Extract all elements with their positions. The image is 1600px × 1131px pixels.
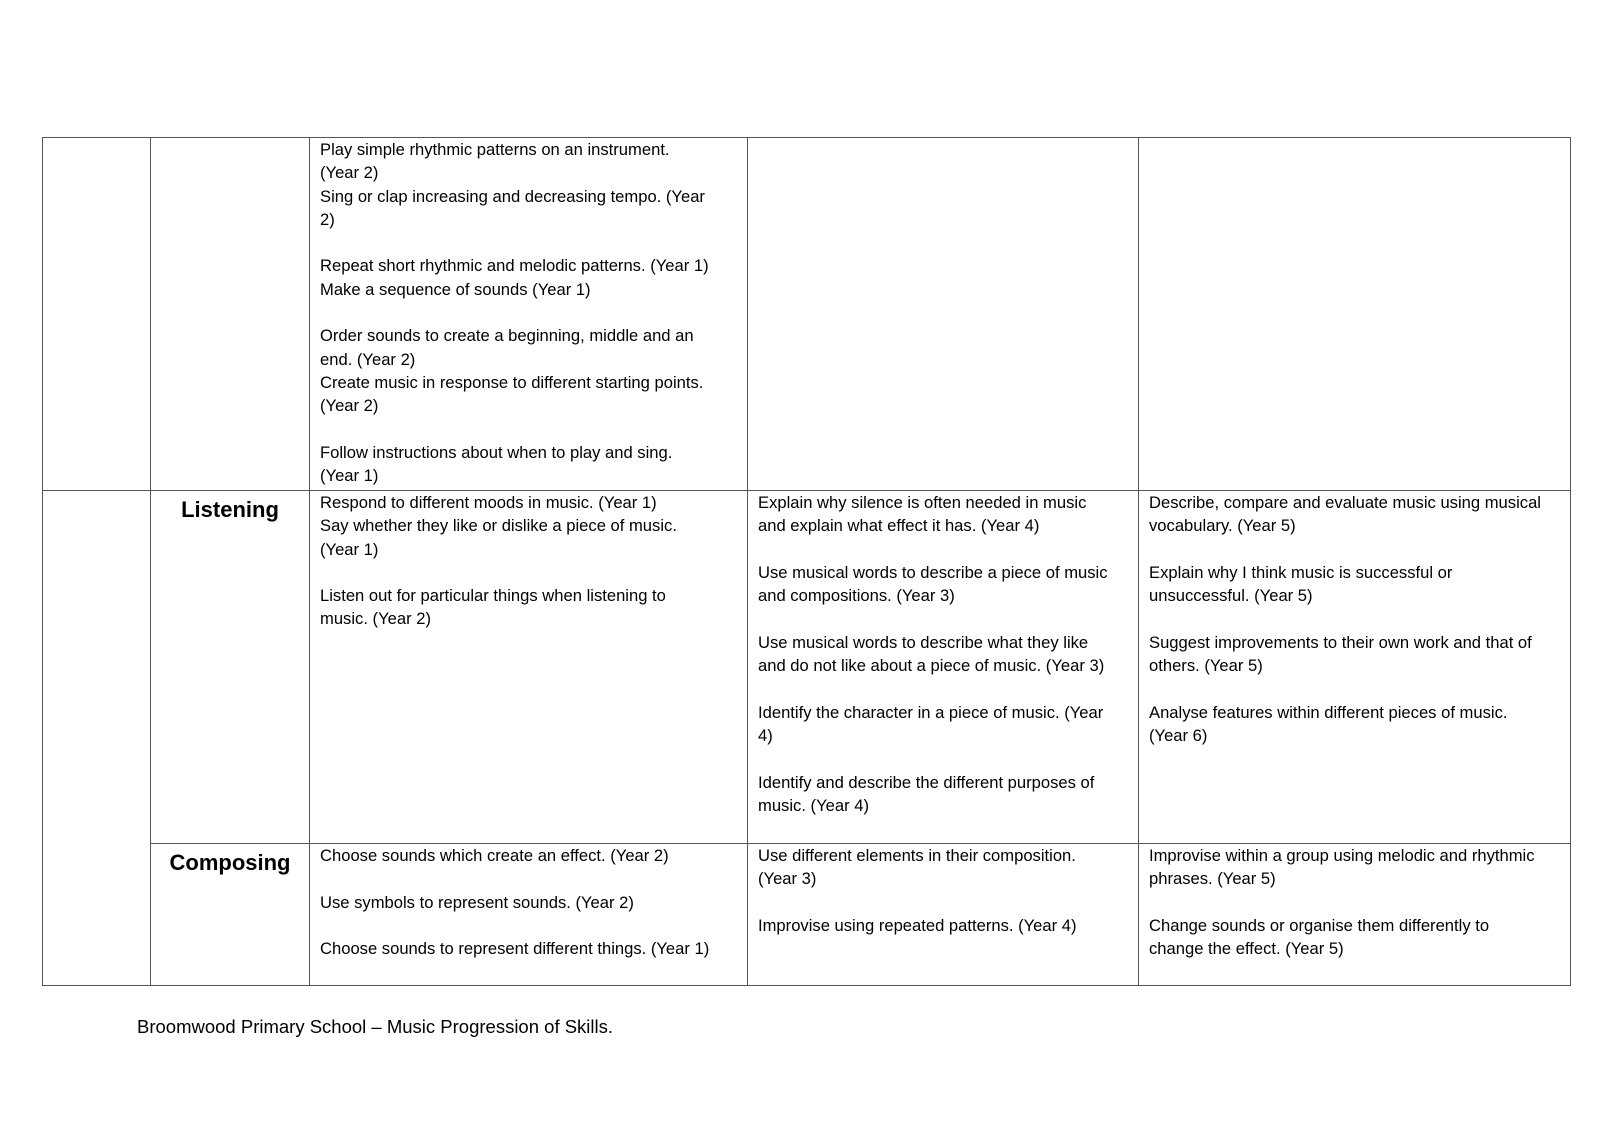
skill-area-cell	[151, 844, 310, 986]
objective-line: Suggest improvements to their own work and that of	[1149, 632, 1532, 652]
skill-area-cell	[151, 138, 310, 491]
paragraph-gap	[320, 231, 737, 254]
objective-line: Describe, compare and evaluate music using musical	[1149, 493, 1541, 512]
paragraph-gap	[320, 561, 737, 584]
objective-line: change the effect. (Year 5)	[1149, 939, 1344, 959]
objective-line: Say whether they like or dislike a piece of music.	[320, 516, 677, 536]
skill-area-label: Composing	[169, 850, 291, 875]
objectives-cell-uks2	[1139, 844, 1571, 986]
objective-line: and explain what effect it has. (Year 4)	[758, 516, 1040, 536]
objectives-cell-uks2	[1139, 138, 1571, 491]
paragraph-gap	[758, 891, 1128, 914]
paragraph-gap	[320, 418, 737, 441]
objective-line: and compositions. (Year 3)	[758, 586, 955, 606]
objective-line: Choose sounds which create an effect. (Year 2)	[320, 846, 669, 865]
objective-line: Explain why silence is often needed in music	[758, 493, 1087, 512]
paragraph-gap	[320, 867, 737, 890]
objective-line: Change sounds or organise them differently to	[1149, 915, 1490, 935]
objective-line: (Year 6)	[1149, 725, 1208, 745]
paragraph-gap	[758, 677, 1128, 700]
objective-line: (Year 1)	[320, 466, 379, 486]
objective-line: Use musical words to describe a piece of music	[758, 562, 1108, 582]
objectives-cell-lks2	[748, 844, 1139, 986]
objective-line: and do not like about a piece of music. (Year 3)	[758, 656, 1105, 676]
objective-line: Repeat short rhythmic and melodic patterns. (Year 1)	[320, 256, 709, 276]
objectives-cell-uks2	[1139, 491, 1571, 844]
objective-line: Improvise using repeated patterns. (Year 4)	[758, 915, 1077, 935]
paragraph-gap	[320, 914, 737, 937]
objective-line: Analyse features within different pieces of music.	[1149, 702, 1508, 722]
objective-line: Improvise within a group using melodic and rhythmic	[1149, 846, 1535, 865]
table-row	[43, 844, 1571, 986]
objectives-cell-ks1	[310, 491, 748, 844]
page-footer: Broomwood Primary School – Music Progression of Skills.	[137, 1016, 614, 1037]
stage-cell	[43, 491, 151, 986]
stage-cell	[43, 138, 151, 491]
objective-line: Identify the character in a piece of music. (Year	[758, 702, 1104, 722]
skills-table	[42, 137, 1571, 986]
objective-line: Listen out for particular things when listening to	[320, 586, 666, 606]
objective-line: 2)	[320, 209, 335, 229]
objective-line: Create music in response to different starting points.	[320, 372, 704, 392]
paragraph-gap	[758, 747, 1128, 770]
objective-line: (Year 2)	[320, 163, 379, 183]
objective-line: (Year 3)	[758, 869, 817, 889]
objective-line: Use musical words to describe what they like	[758, 632, 1089, 652]
skill-area-label: Listening	[181, 497, 279, 522]
objective-line: Order sounds to create a beginning, middle and an	[320, 326, 694, 346]
objective-line: (Year 1)	[320, 539, 379, 559]
objective-line: (Year 2)	[320, 396, 379, 416]
paragraph-gap	[1149, 607, 1560, 630]
paragraph-gap	[1149, 538, 1560, 561]
paragraph-gap	[758, 607, 1128, 630]
objectives-cell-lks2	[748, 138, 1139, 491]
objectives-cell-lks2	[748, 491, 1139, 844]
objective-line: Use different elements in their composition.	[758, 846, 1076, 865]
objective-line: others. (Year 5)	[1149, 656, 1263, 676]
objective-line: Explain why I think music is successful or	[1149, 562, 1453, 582]
objective-line: phrases. (Year 5)	[1149, 869, 1276, 889]
objective-line: Make a sequence of sounds (Year 1)	[320, 279, 591, 299]
skills-table-body	[43, 138, 1571, 986]
objective-line: Use symbols to represent sounds. (Year 2)	[320, 892, 634, 912]
paragraph-gap	[758, 538, 1128, 561]
objective-line: 4)	[758, 725, 773, 745]
objectives-cell-ks1	[310, 138, 748, 491]
table-row	[43, 491, 1571, 844]
table-row	[43, 138, 1571, 491]
objective-line: Sing or clap increasing and decreasing tempo. (Year	[320, 186, 705, 206]
objective-line: end. (Year 2)	[320, 349, 416, 369]
paragraph-gap	[1149, 677, 1560, 700]
objective-line: music. (Year 4)	[758, 795, 869, 815]
paragraph-gap	[320, 301, 737, 324]
objective-line: unsuccessful. (Year 5)	[1149, 586, 1313, 606]
paragraph-gap	[1149, 891, 1560, 914]
objective-line: music. (Year 2)	[320, 609, 431, 629]
objective-line: Respond to different moods in music. (Year 1)	[320, 493, 657, 512]
objective-line: Identify and describe the different purposes of	[758, 772, 1095, 792]
objective-line: Choose sounds to represent different things. (Year 1)	[320, 939, 710, 959]
skill-area-cell	[151, 491, 310, 844]
objective-line: Follow instructions about when to play and sing.	[320, 442, 673, 462]
objective-line: vocabulary. (Year 5)	[1149, 516, 1296, 536]
objectives-cell-ks1	[310, 844, 748, 986]
objective-line: Play simple rhythmic patterns on an instrument.	[320, 140, 670, 159]
